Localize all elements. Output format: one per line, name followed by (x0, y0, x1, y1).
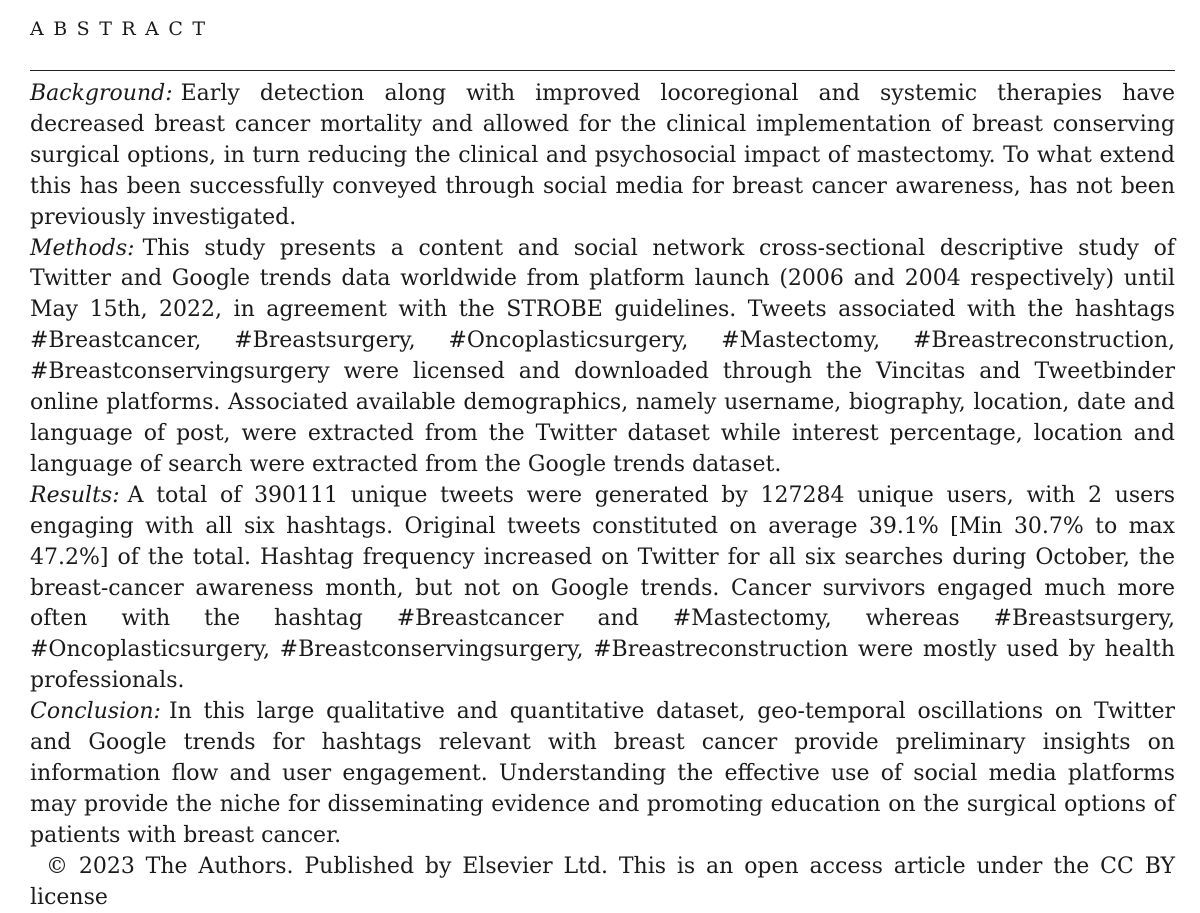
results-text: A total of 390111 unique tweets were generated by 127284 unique users, with 2 users engaging with all six hashtags. Original tweets constituted on average 39.1% [Min 30.7% to max 47.2%] of the total. Hashtag frequency increased on Twitter for all six searches during October, the breast-cancer awareness month, but not on Google trends. Cancer survivors engaged much more often with the hashtag #Breastcancer and #Mastectomy, whereas #Breastsurgery, #Oncoplasticsurgery, #Breastconservingsurgery, #Breastreconstruction were mostly used by health professionals. (30, 482, 1175, 694)
methods-paragraph (30, 234, 1175, 481)
abstract-body (30, 79, 1175, 913)
background-text: Early detection along with improved locoregional and systemic therapies have decreased breast cancer mortality and allowed for the clinical implementation of breast conserving surgical options, in turn reducing the clinical and psychosocial impact of mastectomy. To what extend this has been successfully conveyed through social media for breast cancer awareness, has not been previously investigated. (30, 81, 1175, 230)
results-label: Results: (30, 482, 120, 508)
background-paragraph (30, 79, 1175, 234)
conclusion-label: Conclusion: (30, 699, 161, 725)
background-label: Background: (30, 81, 173, 106)
conclusion-text: In this large qualitative and quantitative dataset, geo-temporal oscillations on Twitter and Google trends for hashtags relevant with breast cancer provide preliminary insights on information flow and user engagement. Understanding the effective use of social media platforms may provide the niche for disseminating evidence and promoting education on the surgical options of patients with breast cancer. (30, 699, 1175, 848)
methods-text: This study presents a content and social network cross-sectional descriptive study of Twitter and Google trends data worldwide from platform launch (2006 and 2004 respectively) until May 15th, 2022, in agreement with the STROBE guidelines. Tweets associated with the hashtags #Breastcancer, #Breastsurgery, #Oncoplasticsurgery, #Mastectomy, #Breastreconstruction, #Breastconservingsurgery were licensed and downloaded through the Vincitas and Tweetbinder online platforms. Associated available demographics, namely username, biography, location, date and language of post, were extracted from the Twitter dataset while interest percentage, location and language of search were extracted from the Google trends dataset. (30, 235, 1175, 477)
methods-label: Methods: (30, 235, 135, 261)
heading-divider (30, 70, 1175, 71)
abstract-heading: ABSTRACT (30, 18, 215, 40)
copyright-notice: © 2023 The Authors. Published by Elsevier Ltd. This is an open access article under the CC BY license (30, 853, 1175, 910)
conclusion-paragraph (30, 697, 1175, 852)
results-paragraph (30, 481, 1175, 697)
